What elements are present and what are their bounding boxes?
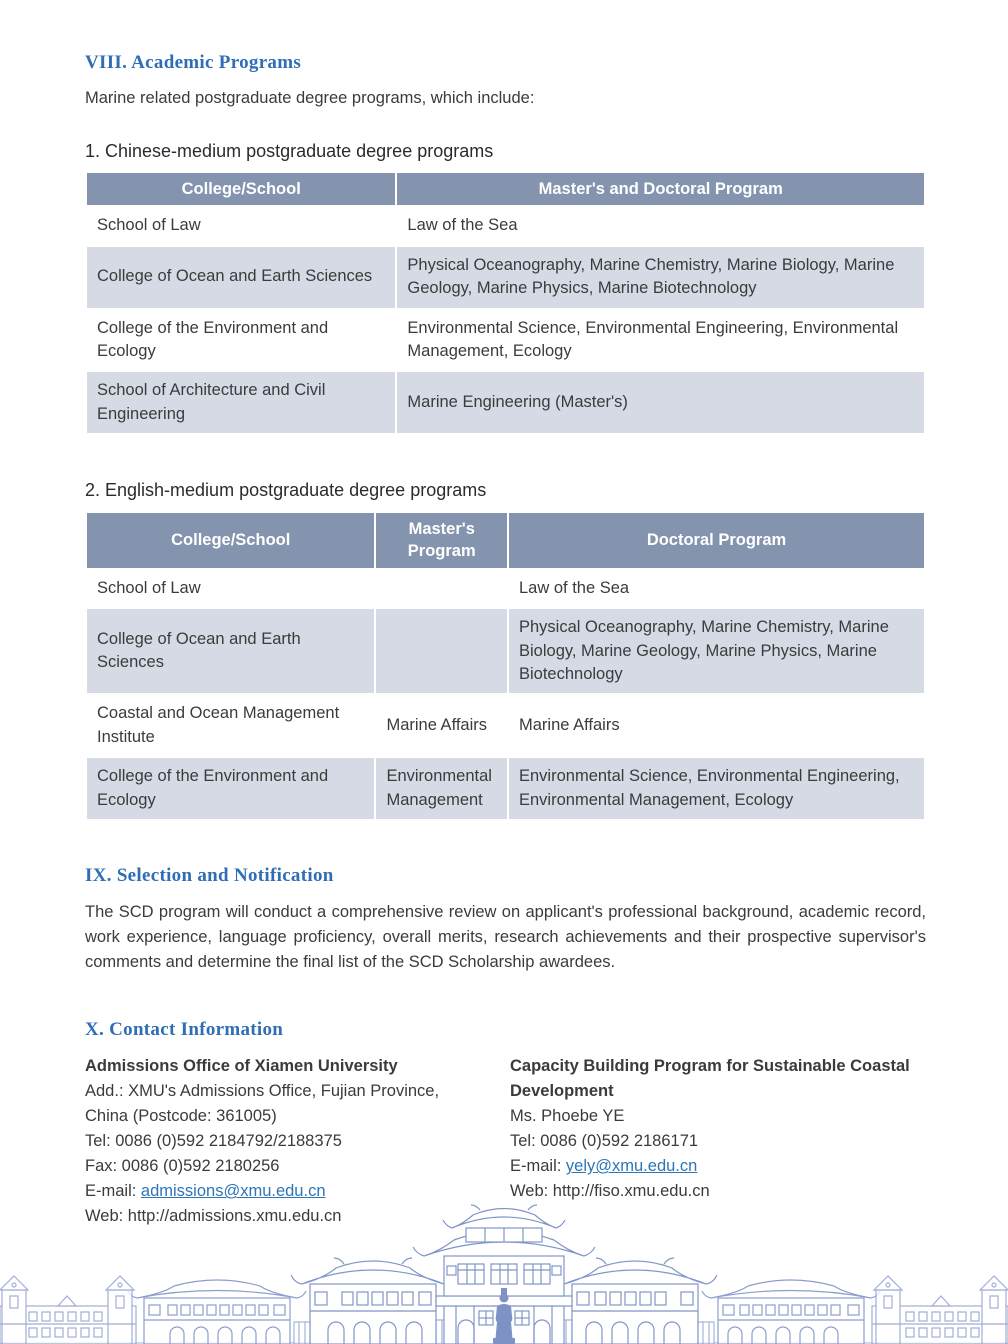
doctoral-cell: Marine Affairs	[508, 694, 925, 757]
college-cell: School of Law	[86, 569, 375, 608]
contact-title: Capacity Building Program for Sustainable Coastal Development	[510, 1057, 910, 1101]
doctoral-cell: Law of the Sea	[508, 569, 925, 608]
masters-cell	[375, 608, 508, 694]
selection-notification-heading: IX. Selection and Notification	[85, 865, 334, 887]
college-cell: Coastal and Ocean Management Institute	[86, 694, 375, 757]
column-header-college: College/School	[86, 172, 396, 206]
table-row	[86, 757, 925, 820]
masters-cell: Marine Affairs	[375, 694, 508, 757]
contact-web: Web: http://admissions.xmu.edu.cn	[85, 1207, 342, 1226]
email-label: E-mail:	[85, 1182, 141, 1201]
table-row	[86, 371, 925, 434]
table-row	[86, 569, 925, 608]
program-cell: Law of the Sea	[396, 206, 925, 245]
contact-tel: Tel: 0086 (0)592 2184792/2188375	[85, 1132, 342, 1151]
table-header-row	[86, 512, 925, 569]
contact-address-line: Add.: XMU's Admissions Office, Fujian Province,	[85, 1082, 440, 1101]
masters-cell: Environmental Management	[375, 757, 508, 820]
contact-person: Ms. Phoebe YE	[510, 1107, 625, 1126]
chinese-programs-subtitle: 1. Chinese-medium postgraduate degree programs	[85, 141, 494, 161]
program-cell: Marine Engineering (Master's)	[396, 371, 925, 434]
college-cell: College of the Environment and Ecology	[86, 757, 375, 820]
table-header-row	[86, 172, 925, 206]
selection-notification-paragraph: The SCD program will conduct a comprehensive review on applicant's professional background, academic record, work experience, language proficiency, overall merits, research achievements and their prospective supervisor's comments and determine the final list of the SCD Scholarship awardees.	[85, 903, 926, 972]
english-programs-subtitle: 2. English-medium postgraduate degree programs	[85, 480, 487, 501]
page-content	[85, 52, 926, 1229]
table-row	[86, 206, 925, 245]
contact-tel: Tel: 0086 (0)592 2186171	[510, 1132, 699, 1151]
college-cell: College of the Environment and Ecology	[86, 309, 396, 372]
doctoral-cell: Environmental Science, Environmental Engineering, Environmental Management, Ecology	[508, 757, 925, 820]
column-header-college: College/School	[86, 512, 375, 569]
column-header-masters-doctoral: Master's and Doctoral Program	[396, 172, 925, 206]
english-programs-table	[85, 511, 926, 821]
contact-title: Admissions Office of Xiamen University	[85, 1057, 398, 1076]
masters-cell	[375, 569, 508, 608]
email-label: E-mail:	[510, 1157, 566, 1176]
program-cell: Environmental Science, Environmental Engineering, Environmental Management, Ecology	[396, 309, 925, 372]
program-cell: Physical Oceanography, Marine Chemistry, Marine Biology, Marine Geology, Marine Physics, Marine Biotechnology	[396, 246, 925, 309]
contact-address-line: China (Postcode: 361005)	[85, 1107, 277, 1126]
academic-programs-heading: VIII. Academic Programs	[85, 52, 302, 73]
table-row	[86, 246, 925, 309]
table-row	[86, 694, 925, 757]
academic-programs-intro: Marine related postgraduate degree programs, which include:	[85, 89, 535, 107]
contact-web: Web: http://fiso.xmu.edu.cn	[510, 1182, 710, 1201]
column-header-masters: Master's Program	[375, 512, 508, 569]
college-cell: School of Architecture and Civil Engineering	[86, 371, 396, 434]
college-cell: School of Law	[86, 206, 396, 245]
table-row	[86, 309, 925, 372]
contact-information-heading: X. Contact Information	[85, 1019, 284, 1041]
college-cell: College of Ocean and Earth Sciences	[86, 246, 396, 309]
doctoral-cell: Physical Oceanography, Marine Chemistry, Marine Biology, Marine Geology, Marine Physics, Marine Biotechnology	[508, 608, 925, 694]
column-header-doctoral: Doctoral Program	[508, 512, 925, 569]
contact-email-line	[510, 1154, 926, 1179]
table-row	[86, 608, 925, 694]
admissions-email-link[interactable]: admissions@xmu.edu.cn	[140, 1182, 326, 1201]
chinese-programs-table	[85, 171, 926, 435]
university-building-illustration	[0, 1192, 1008, 1344]
college-cell: College of Ocean and Earth Sciences	[86, 608, 375, 694]
scd-email-link[interactable]: yely@xmu.edu.cn	[565, 1157, 698, 1176]
contact-fax: Fax: 0086 (0)592 2180256	[85, 1157, 280, 1176]
